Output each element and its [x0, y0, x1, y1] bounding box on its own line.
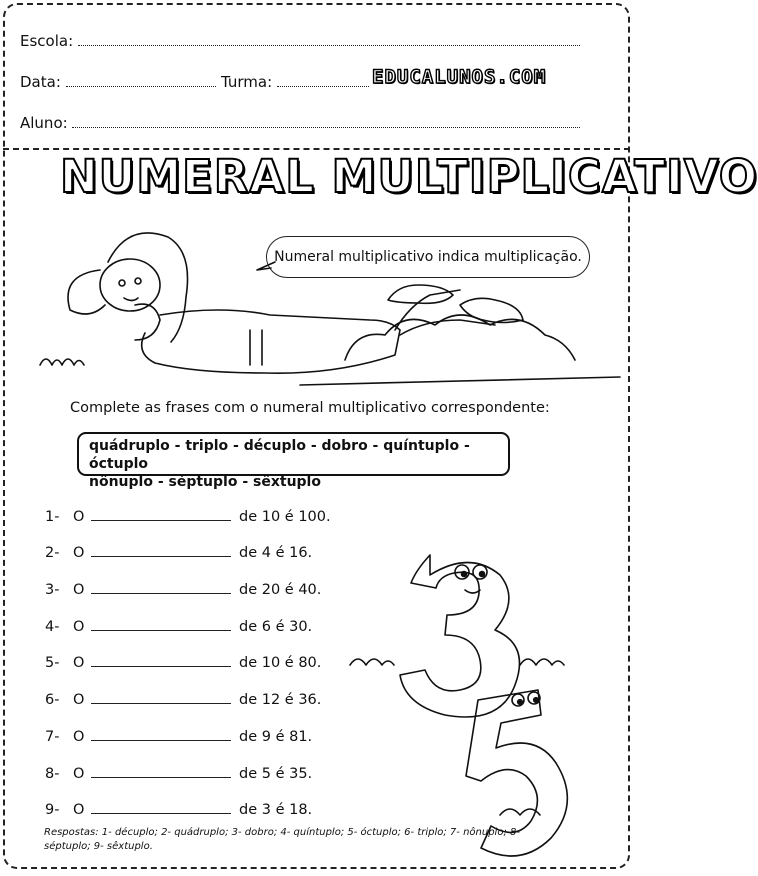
exercise-article: O — [73, 766, 85, 782]
answer-blank[interactable] — [91, 693, 231, 704]
exercise-article: O — [73, 729, 85, 745]
answer-blank[interactable] — [91, 767, 231, 778]
exercise-article: O — [73, 655, 85, 671]
bush-right-icon — [345, 315, 575, 360]
exercise-article: O — [73, 545, 85, 561]
answer-blank[interactable] — [91, 730, 231, 741]
exercise-text: de 20 é 40. — [239, 582, 322, 598]
page-title: NUMERAL MULTIPLICATIVO — [60, 150, 758, 203]
girl-body-icon — [142, 310, 400, 373]
exercise-number: 6- — [45, 692, 60, 708]
exercise-number: 7- — [45, 729, 60, 745]
exercise-number: 9- — [45, 802, 60, 818]
exercise-article: O — [73, 692, 85, 708]
exercise-row — [45, 582, 321, 598]
girl-legs-icon — [395, 290, 495, 335]
exercise-row — [45, 619, 312, 635]
exercise-article: O — [73, 582, 85, 598]
exercise-text: de 12 é 36. — [239, 692, 322, 708]
exercise-row — [45, 655, 321, 671]
exercise-text: de 6 é 30. — [239, 619, 313, 635]
exercise-article: O — [73, 619, 85, 635]
exercise-number: 5- — [45, 655, 60, 671]
exercise-number: 4- — [45, 619, 60, 635]
answer-blank[interactable] — [91, 656, 231, 667]
exercise-row — [45, 802, 312, 818]
exercise-text: de 5 é 35. — [239, 766, 313, 782]
exercise-number: 2- — [45, 545, 60, 561]
exercise-number: 8- — [45, 766, 60, 782]
exercise-text: de 10 é 80. — [239, 655, 322, 671]
answer-blank[interactable] — [91, 546, 231, 557]
word-bank — [77, 432, 510, 490]
exercise-row — [45, 545, 312, 561]
word-bank-line-2: nônuplo - séptuplo - sêxtuplo — [89, 474, 321, 490]
answer-blank[interactable] — [91, 583, 231, 594]
girl-head-icon — [100, 259, 160, 311]
exercise-number: 1- — [45, 509, 60, 525]
exercise-article: O — [73, 802, 85, 818]
answer-blank[interactable] — [91, 803, 231, 814]
exercise-number: 3- — [45, 582, 60, 598]
student-label: Aluno: — [20, 114, 68, 132]
date-label: Data: — [20, 73, 61, 91]
girl-hair-icon — [68, 233, 188, 342]
instruction-text: Complete as frases com o numeral multiplicativo correspondente: — [70, 400, 550, 416]
word-bank-line-1: quádruplo - triplo - décuplo - dobro - quíntuplo - óctuplo — [89, 438, 470, 472]
school-label: Escola: — [20, 32, 74, 50]
answer-key: Respostas: 1- décuplo; 2- quádruplo; 3- dobro; 4- quíntuplo; 5- óctuplo; 6- triplo; 7- nônuplo; 8- séptuplo; 9- sêxtuplo. — [44, 827, 520, 852]
answer-blank[interactable] — [91, 620, 231, 631]
exercise-article: O — [73, 509, 85, 525]
exercise-row — [45, 692, 321, 708]
exercise-row — [45, 766, 312, 782]
exercise-row — [45, 509, 331, 525]
class-label: Turma: — [221, 73, 273, 91]
exercise-text: de 3 é 18. — [239, 802, 313, 818]
grass-left-icon — [40, 359, 84, 365]
exercise-row — [45, 729, 312, 745]
exercise-text: de 10 é 100. — [239, 509, 331, 525]
brand-logo-text: EDUCALUNOS.COM — [372, 66, 547, 88]
answer-blank[interactable] — [91, 510, 231, 521]
exercise-text: de 9 é 81. — [239, 729, 313, 745]
speech-bubble: Numeral multiplicativo indica multiplicação. — [266, 236, 590, 278]
exercise-text: de 4 é 16. — [239, 545, 313, 561]
